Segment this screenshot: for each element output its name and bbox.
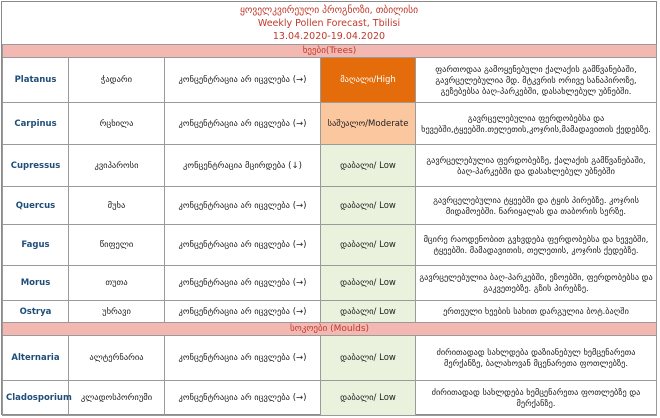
latin-name: Fagus xyxy=(3,225,69,266)
forecast-header xyxy=(2,2,656,44)
table-row xyxy=(3,103,657,145)
georgian-name: ალტერნარია xyxy=(69,336,165,381)
concentration-trend: კონცენტრაცია არ იცვლება (→) xyxy=(165,58,321,103)
distribution-description: ძირითადად სახლდება დაზიანებულ ხემცენარეთა მერქანზე, ბალახოვან მცენარეთა ფოთლებზე. xyxy=(416,336,657,381)
table-row xyxy=(3,336,657,381)
distribution-description: ფართოდაა გამოყენებული ქალაქის გამწვანებაში, გავრცელებულია მდ. მტკვრის ორივე სანაპიროზე, გეზებებსა ბაღ-პარკებში, დასახლებულ უბნებში. xyxy=(416,58,657,103)
table-row xyxy=(3,58,657,103)
distribution-description: გავრცელებულია ფერდობებსა და ხევებში,ტყეებში.თელეთის,კოჯრის,მამადავითის ქედებზე. xyxy=(416,103,657,145)
table-row xyxy=(3,225,657,266)
latin-name: Alternaria xyxy=(3,336,69,381)
concentration-trend: კონცენტრაცია არ იცვლება (→) xyxy=(165,266,321,301)
title-english: Weekly Pollen Forecast, Tbilisi xyxy=(257,18,401,29)
latin-name: Platanus xyxy=(3,58,69,103)
georgian-name: კვიპაროსი xyxy=(69,145,165,187)
latin-name: Ostrya xyxy=(3,301,69,323)
georgian-name: თუთა xyxy=(69,266,165,301)
distribution-description: ერთეული ხეების სახით დარგულია ბოტ.ბაღში xyxy=(416,301,657,323)
pollen-level: დაბალი/ Low xyxy=(321,145,416,187)
latin-name: Morus xyxy=(3,266,69,301)
concentration-trend: კონცენტრაცია არ იცვლება (→) xyxy=(165,301,321,323)
pollen-level: დაბალი/ Low xyxy=(321,381,416,416)
latin-name: Quercus xyxy=(3,187,69,225)
pollen-level: დაბალი/ Low xyxy=(321,336,416,381)
table-row xyxy=(3,266,657,301)
table-row xyxy=(3,301,657,323)
concentration-trend: კონცენტრაცია არ იცვლება (→) xyxy=(165,187,321,225)
concentration-trend: კონცენტრაცია არ იცვლება (→) xyxy=(165,225,321,266)
georgian-name: ჭადარი xyxy=(69,58,165,103)
georgian-name: წიფელი xyxy=(69,225,165,266)
pollen-level: მაღალი/High xyxy=(321,58,416,103)
pollen-level: დაბალი/ Low xyxy=(321,187,416,225)
georgian-name: მუხა xyxy=(69,187,165,225)
distribution-description: ძირითადად სახლდება ხემცენარეთა ფოთლებზე და მერქანზე. xyxy=(416,381,657,416)
concentration-trend: კონცენტრაცია არ იცვლება (→) xyxy=(165,336,321,381)
distribution-description: მცირე რაოდენობით გვხვდება ფერდობებსა და ხევებში, ტყეებში. მამადავითის, თელეთის, კოჯრის ქედებზე. xyxy=(416,225,657,266)
pollen-table xyxy=(2,44,657,416)
distribution-description: გავრცელებულია ფერდობებზე, ქალაქის გამწვანებაში, ბაღ-პარკებში და დასახლებულ უბნებში xyxy=(416,145,657,187)
section-header xyxy=(3,45,657,58)
latin-name: Cladosporium xyxy=(3,381,69,416)
concentration-trend: კონცენტრაცია არ იცვლება (→) xyxy=(165,381,321,416)
pollen-level: დაბალი/ Low xyxy=(321,225,416,266)
table-row xyxy=(3,187,657,225)
georgian-name: უხრავი xyxy=(69,301,165,323)
section-header xyxy=(3,323,657,336)
table-row xyxy=(3,381,657,416)
pollen-level: დაბალი/ Low xyxy=(321,266,416,301)
concentration-trend: კონცენტრაცია არ იცვლება (→) xyxy=(165,103,321,145)
date-range: 13.04.2020-19.04.2020 xyxy=(272,31,386,42)
georgian-name: რცხილა xyxy=(69,103,165,145)
distribution-description: გავრცელებულია ბაღ-პარკებში, ეზოებში, ფერდობებსა და გაკვეთებზე. გზის პირებზე. xyxy=(416,266,657,301)
distribution-description: გავრცელებულია ტყეებში და ტყის პირებზე. კოჯრის მიდამოებში. ნარიყალას და თაბორის სერზე. xyxy=(416,187,657,225)
concentration-trend: კონცენტრაცია მცირდება (↓) xyxy=(165,145,321,187)
forecast-frame xyxy=(1,1,657,415)
latin-name: Carpinus xyxy=(3,103,69,145)
title-georgian: ყოველკვირეული პროგნოზი, თბილისი xyxy=(239,5,419,16)
section-title: ხეები(Trees) xyxy=(3,45,657,58)
section-title: სოკოები (Moulds) xyxy=(3,323,657,336)
pollen-level: საშუალო/Moderate xyxy=(321,103,416,145)
pollen-level: დაბალი/ Low xyxy=(321,301,416,323)
latin-name: Cupressus xyxy=(3,145,69,187)
table-row xyxy=(3,145,657,187)
georgian-name: კლადოსპორიუმი xyxy=(69,381,165,416)
